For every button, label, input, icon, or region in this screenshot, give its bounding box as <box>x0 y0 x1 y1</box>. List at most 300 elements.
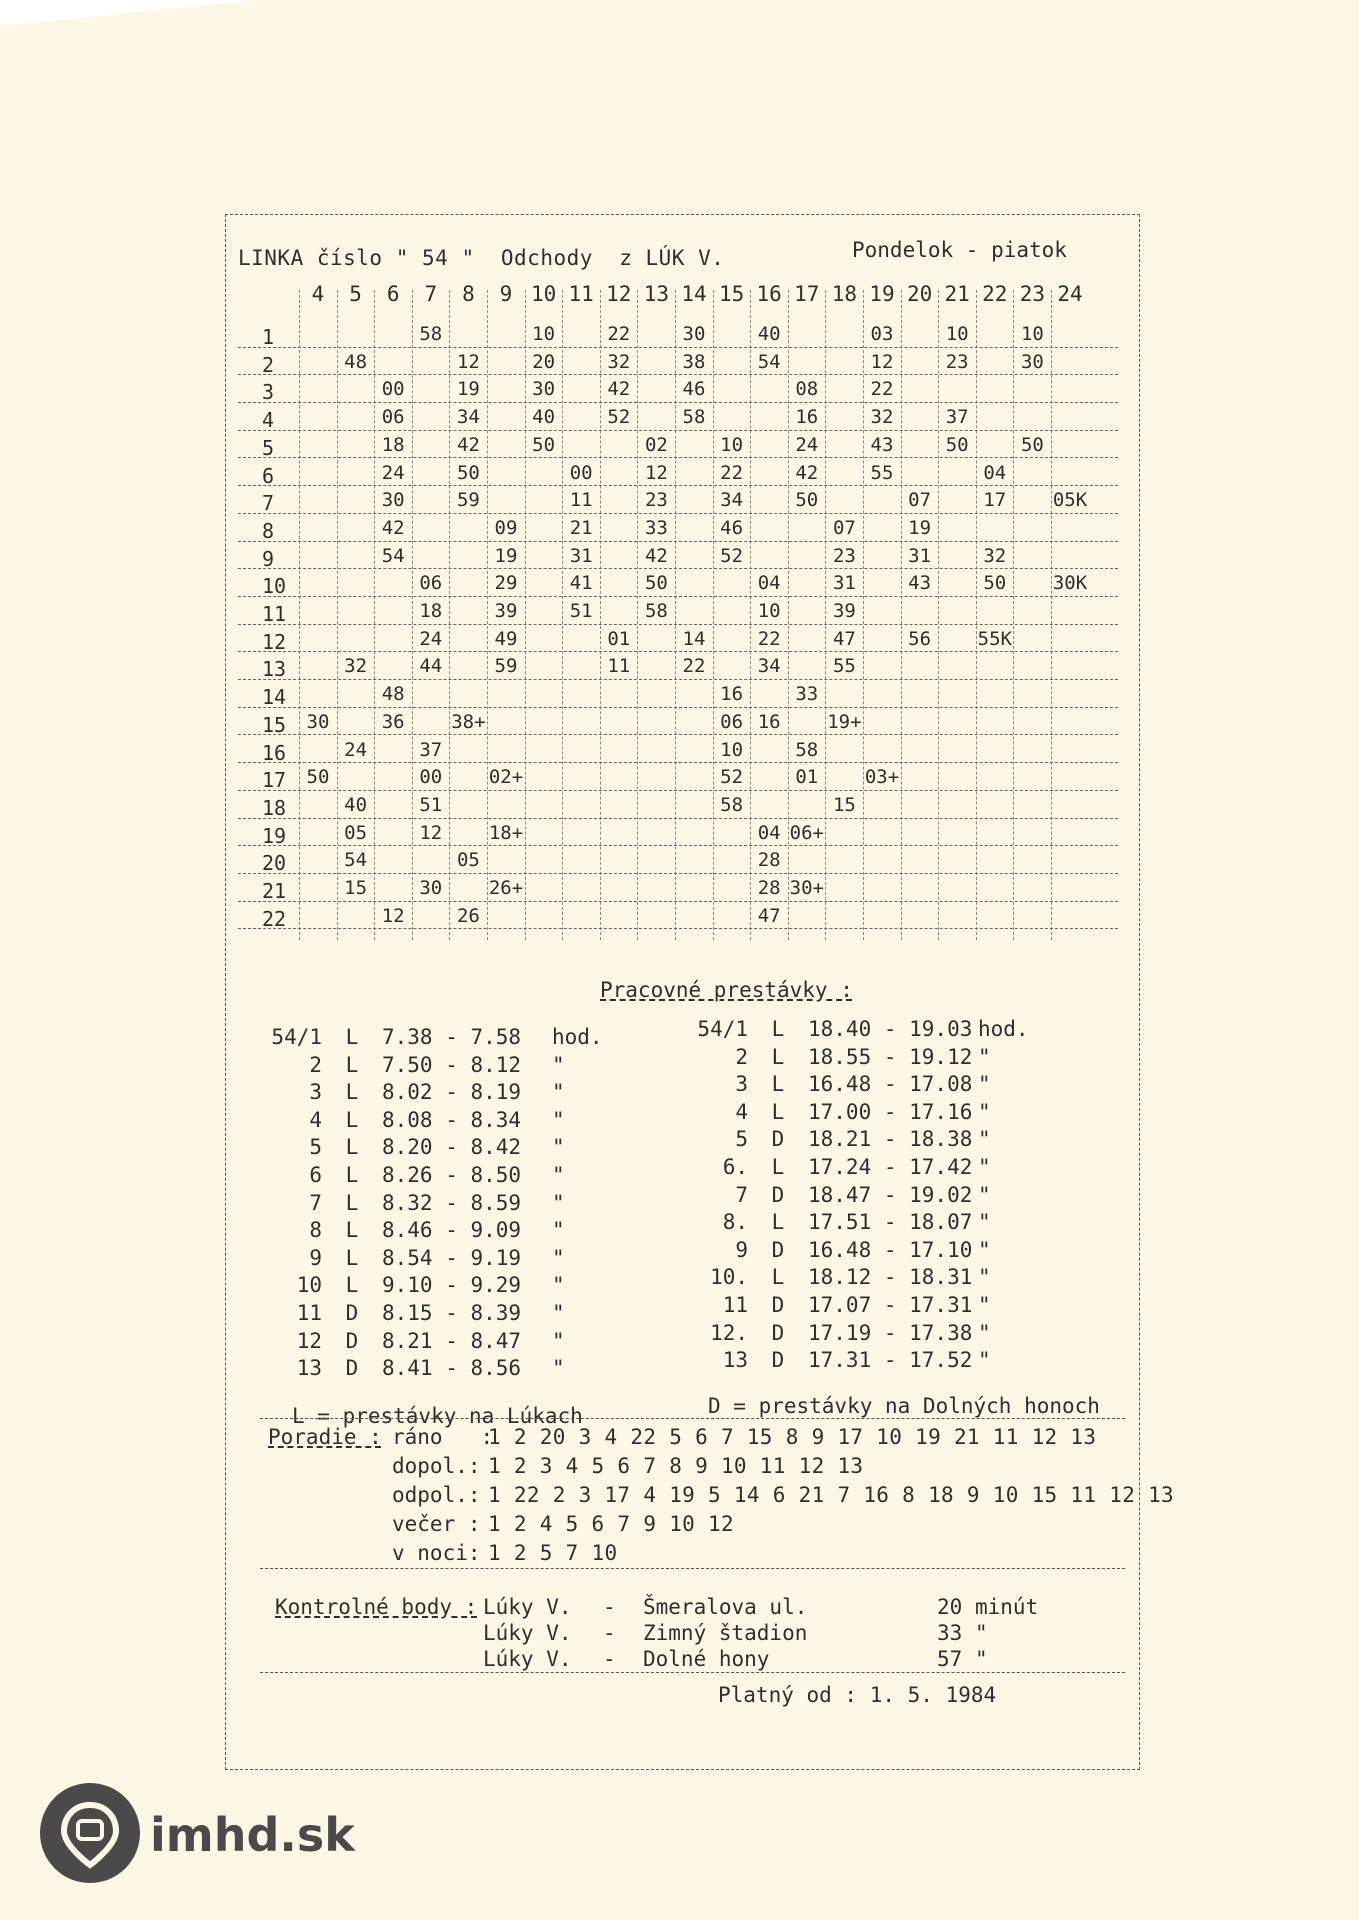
departure-minute: 34 <box>757 655 781 678</box>
break-unit: " <box>552 1273 565 1298</box>
departure-minute: 22 <box>682 655 706 678</box>
control-minutes: 33 <box>937 1621 963 1645</box>
row-number: 5 <box>262 435 275 460</box>
break-bus-id: 9 <box>735 1237 748 1262</box>
row-number: 9 <box>262 546 275 571</box>
row-number: 21 <box>262 879 287 903</box>
break-time: 8.32 - 8.59 <box>382 1190 522 1215</box>
departure-minute: 16 <box>757 710 781 733</box>
departure-minute: 22 <box>607 323 631 345</box>
break-unit: hod. <box>552 1025 603 1049</box>
departure-minute: 55K <box>977 627 1012 650</box>
departure-minute: 12 <box>870 350 894 373</box>
hour-label: 23 <box>1019 282 1046 306</box>
break-row <box>676 1238 1058 1266</box>
departure-minute: 24 <box>344 738 368 761</box>
break-row <box>250 1329 632 1357</box>
break-bus-id: 9 <box>309 1245 322 1270</box>
break-bus-id: 10 <box>296 1273 322 1298</box>
departure-minute: 06+ <box>789 821 824 844</box>
departure-minute: 54 <box>381 544 405 567</box>
departure-minute: 10 <box>1020 323 1044 345</box>
break-unit: " <box>978 1182 991 1207</box>
table-row <box>238 320 1118 348</box>
line-number: " 54 " <box>395 246 475 270</box>
row-number: 4 <box>262 408 275 433</box>
departure-minute: 47 <box>832 627 856 650</box>
departure-minute: 31 <box>569 544 593 567</box>
break-location-code: L <box>345 1190 359 1215</box>
break-bus-id: 4 <box>309 1107 322 1132</box>
departure-minute: 10 <box>757 600 781 622</box>
departure-minute: 59 <box>456 489 480 512</box>
break-row <box>250 1163 632 1191</box>
break-location-code: L <box>771 1210 785 1235</box>
break-time: 17.24 - 17.42 <box>808 1154 973 1179</box>
departure-minute: 40 <box>532 406 556 429</box>
line-label: LINKA číslo <box>238 246 383 270</box>
row-number: 15 <box>262 712 287 737</box>
hour-label: 20 <box>906 282 933 306</box>
control-from: Lúky V. <box>483 1647 572 1671</box>
break-unit: " <box>978 1127 991 1152</box>
table-row <box>238 597 1118 625</box>
departure-minute: 48 <box>381 683 405 706</box>
break-location-code: D <box>771 1182 785 1207</box>
departure-minute: 59 <box>494 655 518 678</box>
break-bus-id: 13 <box>722 1348 748 1373</box>
departure-minute: 47 <box>757 904 781 927</box>
departure-minute: 18 <box>419 600 443 622</box>
departure-minute: 16 <box>720 683 744 706</box>
torn-corner <box>0 0 260 26</box>
poradie-order: 1 2 4 5 6 7 9 10 12 <box>488 1512 734 1536</box>
row-number: 11 <box>262 602 287 626</box>
hour-label: 18 <box>831 282 858 306</box>
departure-minute: 29 <box>494 572 518 595</box>
table-row <box>238 652 1118 680</box>
departure-minute: 12 <box>456 350 480 373</box>
break-row <box>676 1348 1058 1376</box>
break-location-code: L <box>771 1017 785 1041</box>
break-bus-id: 6 <box>309 1162 322 1187</box>
break-time: 8.15 - 8.39 <box>382 1300 522 1325</box>
control-dash: - <box>603 1621 616 1645</box>
break-bus-id: 8 <box>309 1218 322 1243</box>
break-row <box>676 1155 1058 1183</box>
departure-minute: 40 <box>344 793 368 816</box>
table-row <box>238 708 1118 736</box>
break-unit: " <box>552 1356 565 1381</box>
table-row <box>238 902 1118 930</box>
hour-label: 19 <box>869 282 895 306</box>
hour-label: 12 <box>606 282 632 306</box>
break-time: 8.54 - 9.19 <box>382 1245 522 1270</box>
departure-minute: 50 <box>306 766 330 789</box>
break-bus-id: 12 <box>296 1328 322 1353</box>
hour-label: 14 <box>681 282 707 306</box>
break-bus-id: 5 <box>735 1127 748 1152</box>
hour-label: 9 <box>499 282 513 306</box>
break-location-code: L <box>771 1044 785 1069</box>
departure-minute: 30 <box>419 877 443 899</box>
departure-minute: 06 <box>381 406 405 429</box>
departure-minute: 12 <box>644 461 668 484</box>
departure-minute: 24 <box>419 627 443 650</box>
departure-minute: 39 <box>832 600 856 622</box>
control-unit: " <box>975 1621 988 1645</box>
departure-minute: 50 <box>795 489 819 512</box>
table-row <box>238 486 1118 514</box>
break-location-code: D <box>771 1292 785 1317</box>
break-bus-id: 2 <box>309 1052 322 1077</box>
imhd-logo-icon <box>40 1783 140 1883</box>
break-unit: " <box>552 1245 565 1270</box>
departure-minute: 32 <box>344 655 368 678</box>
break-location-code: L <box>771 1099 785 1124</box>
departure-minute: 19+ <box>827 710 862 733</box>
departure-minute: 02+ <box>488 766 524 789</box>
table-row <box>238 625 1118 653</box>
break-row <box>250 1246 632 1274</box>
break-time: 8.21 - 8.47 <box>382 1328 522 1353</box>
departure-minute: 15 <box>832 793 856 816</box>
break-unit: " <box>978 1044 991 1069</box>
table-row <box>238 763 1118 791</box>
break-time: 18.55 - 19.12 <box>808 1044 973 1069</box>
break-time: 8.46 - 9.09 <box>382 1218 522 1243</box>
break-time: 18.40 - 19.03 <box>808 1017 973 1041</box>
departure-minute: 58 <box>795 738 819 761</box>
departure-minute: 24 <box>795 433 819 456</box>
control-to: Zimný štadion <box>643 1621 808 1645</box>
departure-minute: 03 <box>870 323 894 345</box>
row-number: 2 <box>262 352 275 377</box>
break-bus-id: 8. <box>722 1210 748 1235</box>
break-row <box>250 1191 632 1219</box>
break-unit: " <box>552 1328 565 1353</box>
table-row <box>238 791 1118 819</box>
departure-minute: 19 <box>494 544 518 567</box>
departure-minute: 23 <box>832 544 856 567</box>
break-time: 8.41 - 8.56 <box>382 1356 522 1381</box>
departure-minute: 50 <box>456 461 480 484</box>
departure-minute: 32 <box>607 350 631 373</box>
break-row <box>676 1293 1058 1321</box>
departure-minute: 52 <box>607 406 631 429</box>
hour-label: 24 <box>1057 282 1083 306</box>
divider <box>260 1568 1125 1569</box>
hour-label: 16 <box>756 282 782 306</box>
departure-minute: 22 <box>757 627 781 650</box>
departure-minute: 34 <box>456 406 480 429</box>
breaks-list-right <box>676 1017 1058 1376</box>
break-bus-id: 3 <box>735 1072 748 1097</box>
departure-minute: 00 <box>569 461 593 484</box>
break-time: 18.21 - 18.38 <box>808 1127 973 1152</box>
departure-minute: 05 <box>344 821 368 844</box>
break-unit: " <box>552 1052 565 1077</box>
hour-label: 17 <box>794 282 820 306</box>
break-time: 8.20 - 8.42 <box>382 1135 522 1160</box>
departure-minute: 23 <box>644 489 668 512</box>
break-location-code: L <box>345 1052 359 1077</box>
break-location-code: L <box>345 1218 359 1243</box>
break-bus-id: 11 <box>296 1300 322 1325</box>
departure-minute: 50 <box>945 433 969 456</box>
poradie-period: ráno : <box>392 1425 494 1449</box>
departure-minute: 42 <box>644 544 668 567</box>
departure-minute: 54 <box>757 350 781 373</box>
departure-minute: 58 <box>720 793 744 816</box>
row-number: 16 <box>262 740 287 765</box>
break-unit: " <box>978 1292 991 1317</box>
departure-minute: 30K <box>1052 572 1088 595</box>
break-unit: " <box>978 1348 991 1373</box>
departure-minute: 26 <box>456 904 480 927</box>
departure-minute: 11 <box>607 655 631 678</box>
table-row <box>238 514 1118 542</box>
break-unit: hod. <box>978 1017 1029 1041</box>
imhd-logo-text: imhd.sk <box>150 1808 355 1862</box>
departure-minute: 10 <box>720 738 744 761</box>
departure-minute: 54 <box>344 849 368 872</box>
departure-minute: 33 <box>795 683 819 706</box>
departure-minute: 05K <box>1052 489 1088 512</box>
departure-minute: 12 <box>381 904 405 927</box>
break-bus-id: 54/1 <box>271 1025 322 1049</box>
break-row <box>676 1321 1058 1349</box>
departure-minute: 43 <box>908 572 932 595</box>
break-bus-id: 11 <box>722 1292 748 1317</box>
table-row <box>238 846 1118 874</box>
line-header <box>238 246 724 270</box>
row-number: 3 <box>262 380 275 405</box>
break-time: 8.26 - 8.50 <box>382 1162 522 1187</box>
departure-minute: 38 <box>682 350 706 373</box>
break-row <box>676 1100 1058 1128</box>
departure-minute: 30 <box>682 323 706 345</box>
break-row <box>676 1072 1058 1100</box>
break-location-code: L <box>345 1135 359 1160</box>
break-time: 8.08 - 8.34 <box>382 1107 522 1132</box>
departure-minute: 42 <box>607 378 631 401</box>
break-unit: " <box>552 1107 565 1132</box>
break-location-code: D <box>771 1348 785 1373</box>
departure-minute: 19 <box>908 516 932 539</box>
break-location-code: D <box>771 1320 785 1345</box>
breaks-list-left <box>250 1025 632 1384</box>
break-row <box>250 1080 632 1108</box>
departure-minute: 22 <box>720 461 744 484</box>
hour-label: 8 <box>462 282 475 306</box>
departure-minute: 16 <box>795 406 819 429</box>
control-from: Lúky V. <box>483 1621 572 1645</box>
departure-minute: 01 <box>795 766 819 789</box>
days-label: Pondelok - piatok <box>852 238 1067 262</box>
row-number: 20 <box>262 851 287 876</box>
departure-minute: 31 <box>908 544 932 567</box>
break-time: 7.38 - 7.58 <box>382 1025 522 1049</box>
departure-minute: 30 <box>306 710 330 733</box>
departure-minute: 51 <box>419 793 443 816</box>
break-row <box>250 1135 632 1163</box>
break-time: 16.48 - 17.10 <box>808 1237 973 1262</box>
break-location-code: L <box>345 1245 359 1270</box>
break-bus-id: 12. <box>710 1320 748 1345</box>
departure-minute: 11 <box>569 489 593 512</box>
divider <box>260 1418 1125 1419</box>
departures-label: Odchody <box>500 246 593 270</box>
hour-label: 13 <box>643 282 670 306</box>
departure-minute: 46 <box>682 378 706 401</box>
departure-minute: 48 <box>344 350 368 373</box>
hour-label: 6 <box>386 282 400 306</box>
bus-pin-icon <box>40 1783 140 1883</box>
row-number: 17 <box>262 768 287 793</box>
break-bus-id: 7 <box>735 1182 748 1207</box>
departure-minute: 05 <box>456 849 480 872</box>
hour-label: 10 <box>530 282 557 306</box>
departure-minute: 01 <box>607 627 631 650</box>
break-row <box>676 1210 1058 1238</box>
break-time: 17.00 - 17.16 <box>808 1099 973 1124</box>
break-bus-id: 2 <box>735 1044 748 1069</box>
break-row <box>676 1127 1058 1155</box>
departure-minute: 30 <box>1020 350 1044 373</box>
legend-dolnych-honoch: D = prestávky na Dolných honoch <box>708 1394 1100 1418</box>
row-number: 6 <box>262 463 275 488</box>
poradie-period: dopol.: <box>392 1454 481 1478</box>
departure-minute: 10 <box>945 323 969 345</box>
table-row <box>238 403 1118 431</box>
control-dash: - <box>603 1595 616 1619</box>
control-dash: - <box>603 1647 616 1671</box>
break-unit: " <box>552 1190 565 1215</box>
break-time: 18.12 - 18.31 <box>808 1265 973 1290</box>
poradie-period: v noci: <box>392 1541 481 1565</box>
break-unit: " <box>552 1080 565 1105</box>
break-time: 17.07 - 17.31 <box>808 1292 973 1317</box>
departure-minute: 30 <box>381 489 405 512</box>
departure-minute: 19 <box>456 378 480 401</box>
departure-minute: 58 <box>682 406 706 429</box>
departure-minute: 55 <box>870 461 894 484</box>
poradie-order: 1 2 20 3 4 22 5 6 7 15 8 9 17 10 19 21 11 12 13 <box>488 1425 1097 1449</box>
control-to: Dolné hony <box>643 1647 770 1671</box>
departure-minute: 17 <box>983 489 1007 512</box>
breaks-title: Pracovné prestávky : <box>600 978 853 1002</box>
break-time: 8.02 - 8.19 <box>382 1080 522 1105</box>
divider <box>260 1672 1125 1673</box>
poradie-period: večer : <box>392 1512 481 1536</box>
control-unit: minút <box>975 1595 1039 1619</box>
departure-minute: 10 <box>532 323 556 345</box>
break-row <box>676 1045 1058 1073</box>
departure-minute: 46 <box>720 516 744 539</box>
hour-label: 22 <box>982 282 1008 306</box>
row-number: 22 <box>262 906 287 931</box>
break-row <box>676 1265 1058 1293</box>
departure-minute: 22 <box>870 378 894 401</box>
table-row <box>238 542 1118 570</box>
break-time: 18.47 - 19.02 <box>808 1182 973 1207</box>
departure-minute: 44 <box>419 655 443 678</box>
break-unit: " <box>552 1135 565 1160</box>
departure-minute: 50 <box>1020 433 1044 456</box>
stop-name: LÚK V. <box>645 246 725 270</box>
departure-minute: 41 <box>569 572 593 595</box>
break-location-code: D <box>771 1127 785 1152</box>
hour-label: 15 <box>718 282 745 306</box>
break-bus-id: 13 <box>296 1356 322 1381</box>
break-time: 17.19 - 17.38 <box>808 1320 973 1345</box>
departure-minute: 06 <box>419 572 443 595</box>
control-points-label: Kontrolné body : <box>275 1595 478 1619</box>
departure-minute: 37 <box>419 738 443 761</box>
departure-minute: 10 <box>720 433 744 456</box>
departure-minute: 52 <box>720 766 744 789</box>
valid-from: Platný od : 1. 5. 1984 <box>718 1683 997 1707</box>
departure-minute: 08 <box>795 378 819 401</box>
departure-minute: 38+ <box>451 710 486 733</box>
departure-minute: 20 <box>532 350 556 373</box>
break-location-code: L <box>345 1025 359 1049</box>
departure-minute: 49 <box>494 627 518 650</box>
table-row <box>238 736 1118 764</box>
departure-minute: 42 <box>795 461 819 484</box>
row-number: 13 <box>262 657 287 682</box>
row-number: 1 <box>262 325 275 349</box>
break-row <box>250 1025 632 1053</box>
departure-minute: 40 <box>757 323 781 345</box>
departure-minute: 12 <box>419 821 443 844</box>
break-bus-id: 54/1 <box>697 1017 748 1041</box>
break-location-code: L <box>771 1154 785 1179</box>
departure-minute: 51 <box>569 600 593 622</box>
break-location-code: L <box>345 1080 359 1105</box>
break-location-code: D <box>345 1300 359 1325</box>
hour-header-row <box>238 278 1118 312</box>
table-row <box>238 680 1118 708</box>
control-unit: " <box>975 1647 988 1671</box>
table-row <box>238 569 1118 597</box>
departure-minute: 32 <box>983 544 1007 567</box>
break-unit: " <box>552 1300 565 1325</box>
departure-minute: 52 <box>720 544 744 567</box>
row-number: 7 <box>262 491 275 516</box>
break-unit: " <box>552 1162 565 1187</box>
break-row <box>250 1356 632 1384</box>
control-minutes: 57 <box>937 1647 963 1671</box>
break-row <box>676 1017 1058 1045</box>
departure-minute: 42 <box>456 433 480 456</box>
departure-minute: 00 <box>419 766 443 789</box>
break-bus-id: 4 <box>735 1099 748 1124</box>
table-row <box>238 431 1118 459</box>
break-unit: " <box>978 1099 991 1124</box>
table-row <box>238 459 1118 487</box>
break-bus-id: 3 <box>309 1080 322 1105</box>
departure-minute: 07 <box>832 516 856 539</box>
break-time: 17.31 - 17.52 <box>808 1348 973 1373</box>
departure-minute: 30 <box>532 378 556 401</box>
break-location-code: L <box>345 1273 359 1298</box>
departure-minute: 50 <box>532 433 556 456</box>
departure-minute: 03+ <box>864 766 900 789</box>
break-location-code: L <box>771 1265 785 1290</box>
break-location-code: D <box>345 1356 359 1381</box>
